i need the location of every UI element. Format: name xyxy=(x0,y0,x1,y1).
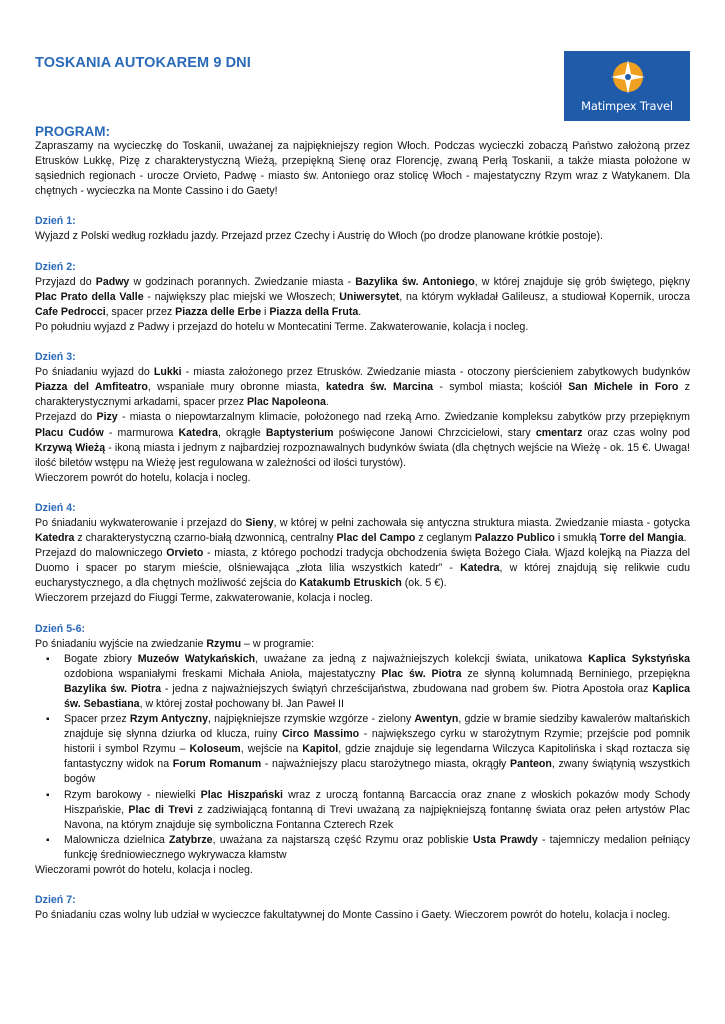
day-2-paragraph: Przyjazd do Padwy w godzinach porannych. Zwiedzanie miasta - Bazylika św. Antoniego, w której znajduje się grób świętego, piękny Plac Prato della Valle - największy plac miejski we Włoszech; Uniwersytet, na którym wykładał Galileusz, a studiował Kopernik, urocza Cafe Pedrocci, spacer przez Piazza delle Erbe i Piazza della Fruta. xyxy=(35,275,690,318)
highlighted-place: Palazzo Publico xyxy=(474,532,555,545)
highlighted-place: katedra św. Marcina xyxy=(326,381,434,394)
highlighted-place: Katedra xyxy=(35,532,75,545)
highlighted-place: Plac Prato della Valle xyxy=(35,290,144,303)
day-3-label: Dzień 3: xyxy=(35,351,76,364)
day-7-text: Po śniadaniu czas wolny lub udział w wycieczce fakultatywnej do Monte Cassino i Gaety. Wieczorem powrót do hotelu, kolacja i nocleg. xyxy=(35,909,671,922)
highlighted-place: Forum Romanum xyxy=(172,758,262,771)
day-4-paragraph: Po śniadaniu wykwaterowanie i przejazd do Sieny, w której w pełni zachowała się antyczna struktura miasta. Zwiedzanie miasta - gotycka Katedra z charakterystyczną czarno-białą dzwonnicą, centralny Plac del Campo z ceglanym Palazzo Publico i smukłą Torre del Mangia. xyxy=(35,516,690,545)
highlighted-place: Piazza delle Erbe xyxy=(175,305,262,318)
program-content xyxy=(35,139,690,923)
highlighted-place: cmentarz xyxy=(535,426,583,439)
day-5-6-label: Dzień 5-6: xyxy=(35,622,86,635)
highlighted-place: Plac di Trevi xyxy=(128,803,194,816)
compass-star-icon xyxy=(608,57,648,97)
highlighted-place: Zatybrze xyxy=(168,833,213,846)
list-item: ▪ Rzym barokowy - niewielki Plac Hiszpański wraz z uroczą fontanną Barcaccia oraz znane z włoskich pokazów mody Schody Hiszpańskie, Plac di Trevi z zadziwiającą fontanną di Trevi uważaną za najpiękniejszą fontannę świata oraz pełen artystów Plac Navona, na którym znajduje się symboliczna Fontanna Czterech Rzek xyxy=(64,788,690,833)
highlighted-place: Piazza del Amfiteatro xyxy=(35,381,148,394)
day-5-6-paragraph: Wieczorami powrót do hotelu, kolacja i nocleg. xyxy=(35,864,253,877)
highlighted-place: Kaplica Sykstyńska xyxy=(588,652,691,665)
highlighted-place: Placu Cudów xyxy=(35,426,104,439)
highlighted-place: Kapitol xyxy=(302,743,339,756)
highlighted-place: Orvieto xyxy=(166,547,204,560)
logo-text: Matimpex Travel xyxy=(581,99,673,113)
day-1-label: Dzień 1: xyxy=(35,215,76,228)
highlighted-place: Katedra xyxy=(460,562,500,575)
highlighted-place: Krzywą Wieżą xyxy=(35,441,106,454)
day-4-label: Dzień 4: xyxy=(35,501,76,514)
highlighted-place: Katakumb Etruskich xyxy=(299,577,402,590)
highlighted-place: San Michele in Foro xyxy=(568,381,679,394)
rome-program-list xyxy=(35,652,690,863)
highlighted-place: Awentyn xyxy=(414,713,459,726)
list-item: ▪ Malownicza dzielnica Zatybrze, uważana za najstarszą część Rzymu oraz pobliskie Usta Prawdy - tajemniczy medalion pełniący funkcję średniowiecznego wykrywacza kłamstw xyxy=(64,833,690,863)
day-2-paragraph: Po południu wyjazd z Padwy i przejazd do hotelu w Montecatini Terme. Zakwaterowanie, kolacja i nocleg. xyxy=(35,320,529,333)
highlighted-place: Muzeów Watykańskich xyxy=(137,652,256,665)
day-1-text: Wyjazd z Polski według rozkładu jazdy. Przejazd przez Czechy i Austrię do Włoch (po drodze planowane krótkie postoje). xyxy=(35,230,603,243)
highlighted-place: Cafe Pedrocci xyxy=(35,305,106,318)
day-4-paragraph: Przejazd do malowniczego Orvieto - miasta, z którego pochodzi tradycja obchodzenia święta Bożego Ciała. Wjazd kolejką na Piazza del Duomo i spacer po starym mieście, olśniewająca „złota lilia wszystkich katedr” - Katedra, w której znajdują się relikwie cudu eucharystycznego, a dla chętnych możliwość zejścia do Katakumb Etruskich (ok. 5 €). xyxy=(35,547,690,590)
day-3-paragraph: Przejazd do Pizy - miasta o niepowtarzalnym klimacie, położonego nad rzeką Arno. Zwiedzanie kompleksu zabytków przy przepięknym Placu Cudów - marmurowa Katedra, okrągłe Baptysterium poświęcone Janowi Chrzcicielowi, stary cmentarz oraz czas wolny pod Krzywą Wieżą - ikoną miasta i jednym z najbardziej rozpoznawalnych budynków świata (dla chętnych wejście na Wieżę - ok. 15 €. Uwaga! ilość biletów wstępu na Wieżę jest regulowana w zależności od ilości turystów). xyxy=(35,411,691,469)
highlighted-place: Sieny xyxy=(245,516,274,529)
highlighted-place: Katedra xyxy=(178,426,218,439)
highlighted-place: Usta Prawdy xyxy=(472,833,538,846)
highlighted-place: Rzymu xyxy=(206,637,242,650)
highlighted-place: Circo Massimo xyxy=(282,728,360,741)
highlighted-place: Plac Napoleona xyxy=(246,396,326,409)
highlighted-place: Kaplica św. Sebastiana xyxy=(64,682,690,710)
highlighted-place: Panteon xyxy=(510,758,552,771)
day-4-paragraph: Wieczorem przejazd do Fiuggi Terme, zakwaterowanie, kolacja i nocleg. xyxy=(35,592,373,605)
highlighted-place: Pizy xyxy=(96,411,118,424)
highlighted-place: Bazylika św. Antoniego xyxy=(355,275,475,288)
highlighted-place: Piazza della Fruta xyxy=(269,305,359,318)
company-logo xyxy=(564,51,690,121)
day-5-6-paragraph: Po śniadaniu wyjście na zwiedzanie Rzymu – w programie: xyxy=(35,637,315,650)
highlighted-place: Padwy xyxy=(95,275,130,288)
day-7-label: Dzień 7: xyxy=(35,894,76,907)
highlighted-place: Rzym Antyczny xyxy=(129,713,209,726)
day-3-paragraph: Po śniadaniu wyjazd do Lukki - miasta założonego przez Etrusków. Zwiedzanie miasta - otoczony pierścieniem zabytkowych budynków Piazza del Amfiteatro, wspaniałe mury obronne miasta, katedra św. Marcina - symbol miasta; kościół San Michele in Foro z charakterystycznymi arkadami, spacer przez Plac Napoleona. xyxy=(35,366,690,409)
highlighted-place: Bazylika św. Piotra xyxy=(64,682,161,695)
highlighted-place: Torre del Mangia xyxy=(599,532,684,545)
page-title: TOSKANIA AUTOKAREM 9 DNI xyxy=(35,55,251,71)
highlighted-place: Koloseum xyxy=(189,743,241,756)
day-2-label: Dzień 2: xyxy=(35,260,76,273)
program-intro: Zapraszamy na wycieczkę do Toskanii, uważanej za najpiękniejszy region Włoch. Podczas wycieczki zobaczą Państwo założoną przez Etrusków Lukkę, Pizę z charakterystyczną Wieżą, przepiękną Sienę oraz Florencję, zwaną Perłą Toskanii, a także miasta położone w sąsiednich regionach - urocze Orvieto, Padwę - miasto św. Antoniego oraz stolicę Włoch - majestatyczny Rzym wraz z Watykanem. Dla chętnych - wycieczka na Monte Cassino i do Gaety! xyxy=(35,140,690,198)
highlighted-place: Plac del Campo xyxy=(336,532,416,545)
program-heading: PROGRAM: xyxy=(35,124,110,139)
highlighted-place: Plac św. Piotra xyxy=(381,667,462,680)
list-item: ▪ Spacer przez Rzym Antyczny, najpiękniejsze rzymskie wzgórze - zielony Awentyn, gdzie w bramie siedziby kawalerów maltańskich znajduje się słynna dziurka od klucza, ruiny Circo Massimo - największego cyrku w starożytnym Rzymie; przejście pod pomnik historii i symbol Rzymu – Koloseum, wejście na Kapitol, gdzie znajduje się legendarna Wilczyca Kapitolińska i skąd roztacza się fantastyczny widok na Forum Romanum - najważniejszy placu starożytnego miasta, okrągły Panteon, zwany świątynią wszystkich bogów xyxy=(64,712,690,787)
highlighted-place: Baptysterium xyxy=(265,426,334,439)
highlighted-place: Lukki xyxy=(153,366,182,379)
day-3-paragraph: Wieczorem powrót do hotelu, kolacja i nocleg. xyxy=(35,471,251,484)
highlighted-place: Plac Hiszpański xyxy=(200,788,283,801)
highlighted-place: Uniwersytet xyxy=(339,290,400,303)
list-item: ▪ Bogate zbiory Muzeów Watykańskich, uważane za jedną z najważniejszych kolekcji świata, unikatowa Kaplica Sykstyńska ozdobiona wspaniałymi freskami Michała Anioła, majestatyczny Plac św. Piotra ze słynną kolumnadą Berniniego, przepiękna Bazylika św. Piotra - jedna z najważniejszych świątyń chrześcijaństwa, zbudowana nad grobem św. Piotra Apostoła oraz Kaplica św. Sebastiana, w której został pochowany bł. Jan Paweł II xyxy=(64,652,690,712)
